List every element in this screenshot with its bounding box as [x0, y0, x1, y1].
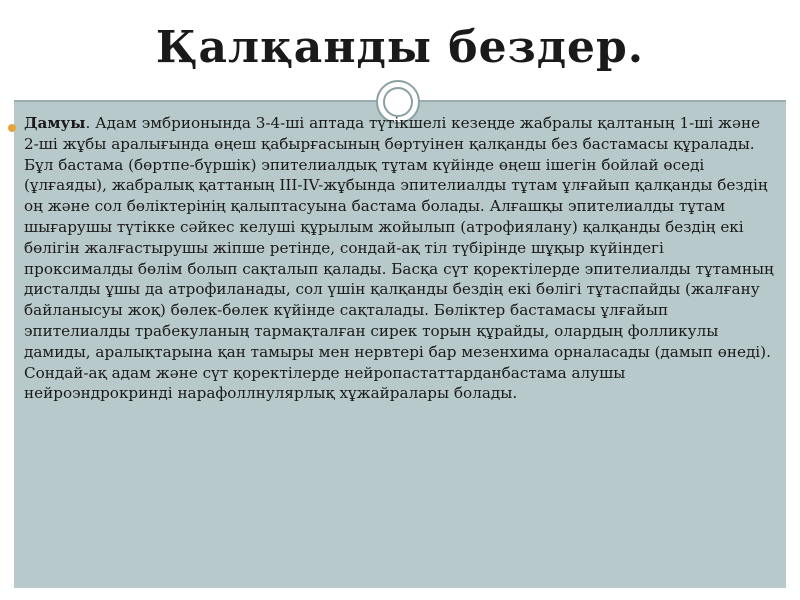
body-paragraph: [24, 113, 776, 404]
slide-title: Қалқанды бездер.: [155, 22, 645, 73]
bullet-icon: [8, 124, 16, 132]
paragraph-text: . Адам эмбрионында 3-4-ші аптада түтікшелі кезеңде жабралы қалтаның 1-ші және 2-ші жұбы аралығында өңеш қабырғасының бөртуінен қалқанды без бастамасы құралады. Бұл бастама (бөртпе-бүршік) эпителиалдық тұтам күйінде өңеш ішегін бойлай өседі (ұлғаяды), жабралық қаттаның III-IV-жұбында эпителиалды тұтам ұлғайып қалқанды бездің оң және сол бөліктерінің қалыптасуына бастама болады. Алғашқы эпителиалды тұтам шығарушы түтікке сәйкес келуші құрылым жойылып (атрофиялану) қалқанды бездің екі бөлігін жалғастырушы жіпше ретінде, сондай-ақ тіл түбірінде шұқыр күйіндегі проксималды бөлім болып сақталып қалады. Басқа сүт қоректілерде эпителиалды тұтамның дисталды ұшы да атрофиланады, сол үшін қалқанды бездің екі бөлігі тұтаспайды (жалғану байланысуы жоқ) бөлек-бөлек күйінде сақталады. Бөліктер бастамасы ұлғайып эпителиалды трабекуланың тармақталған сирек торын құрайды, олардың фолликулы дамиды, аралықтарына қан тамыры мен нервтері бар мезенхима орналасады (дамып өнеді). Сондай-ақ адам және сүт қоректілерде нейропастаттарданбастама алушы нейроэндрокринді нарафоллнулярлық хұжайралары болады.: [24, 114, 774, 403]
paragraph-lead: Дамуы: [24, 114, 86, 132]
